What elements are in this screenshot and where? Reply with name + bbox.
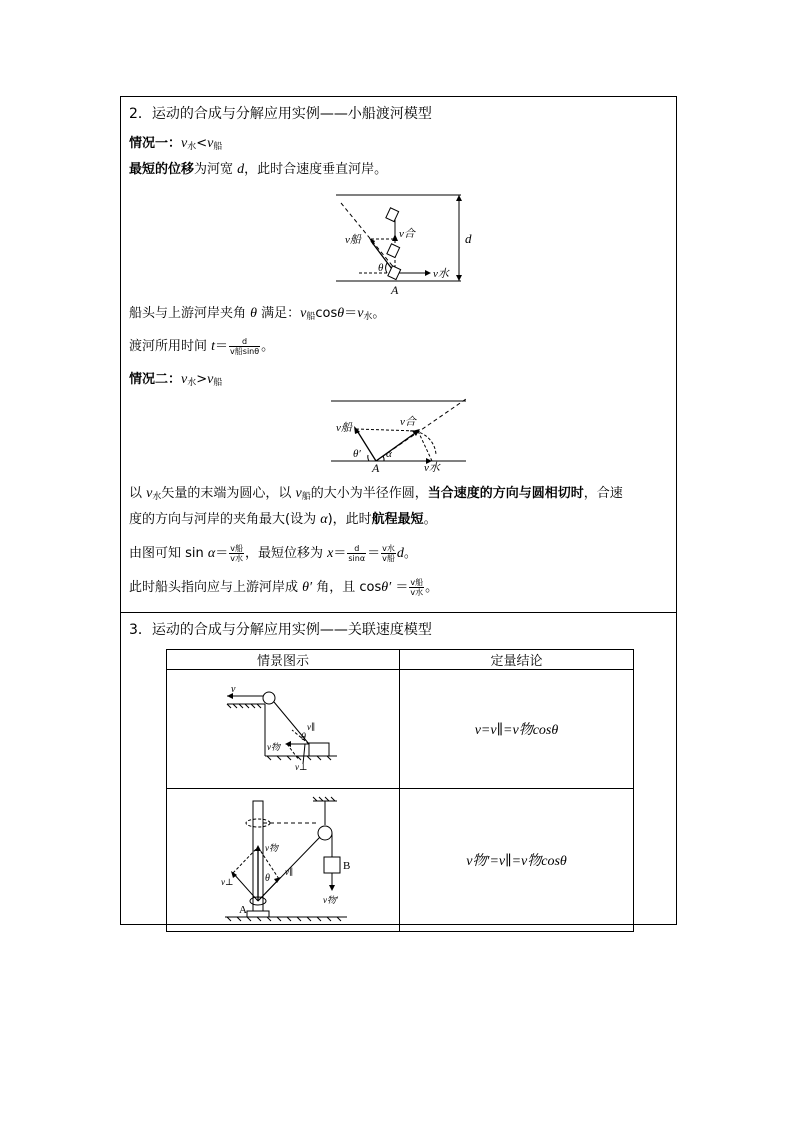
case2-line1: 以 $v_水$矢量的末端为圆心，以 $v_船$的大小为半径作圆，当合速度的方向与圆相切时，合速: [129, 486, 623, 502]
label-v-par-1: v∥: [307, 722, 316, 732]
label-v-obj-2: v物: [265, 843, 278, 853]
label-alpha: α: [386, 448, 392, 460]
section2-title: 2．运动的合成与分解应用实例——小船渡河模型: [129, 106, 432, 122]
boat-crossing-diagram-1: [331, 189, 481, 299]
case1-line2: 船头与上游河岸夹角 θ 满足：$v_船\cos\theta=v_水$。: [129, 306, 386, 322]
label-width-d: d: [465, 231, 472, 246]
case2-line3: 由图可知 sin α＝ $\frac{\text{v船}}{\text{v水}}$ ，最短位移为 x＝ $\frac{d}{\sin\alpha}$ ＝ $\frac{\text{v水}}{\text{v船}}$ d。: [129, 544, 417, 563]
header-scene: 情景图示: [167, 650, 400, 670]
label-v-perp-1: v⊥: [295, 762, 308, 772]
label-point-a: A: [391, 283, 399, 297]
label-point-a-2: A: [372, 461, 380, 475]
case2-line2: 度的方向与河岸的夹角最大(设为 α)，此时航程最短。: [129, 512, 437, 527]
section3-title: 3．运动的合成与分解应用实例——关联速度模型: [129, 622, 432, 638]
case1-line1: 最短的位移为河宽 d，此时合速度垂直河岸。: [129, 162, 388, 177]
label-v-perp-2: v⊥: [221, 877, 234, 887]
content-frame: [120, 96, 677, 925]
case1-line3: 渡河所用时间 t＝ $\frac{d}{\text{v船sinθ}}$ 。: [129, 337, 275, 356]
label-theta-1: θ: [301, 732, 306, 743]
linked-velocity-table: [166, 649, 634, 932]
label-v-water-2: v水: [424, 462, 440, 474]
label-v-boat-2: v船: [336, 422, 352, 434]
pulley-ground-diagram: [167, 670, 399, 784]
label-block-b: B: [343, 860, 351, 872]
label-v-par-2: v∥: [285, 867, 294, 877]
label-point-a-3: A: [239, 904, 247, 916]
label-v-obj-prime: v物′: [323, 895, 338, 905]
label-theta: θ: [378, 262, 384, 274]
scene-cell-1: [167, 670, 400, 789]
case1-condition: 情况一：$v_水<v_船$: [129, 136, 223, 152]
case2-line4: 此时船头指向应与上游河岸成 θ′ 角，且 cosθ′ ＝ $\frac{\text{v船}}{\text{v水}}$ 。: [129, 578, 439, 597]
label-theta-2: θ: [265, 873, 270, 884]
label-v-obj-1: v物: [267, 742, 280, 752]
conclusion-formula-2: v物′=v∥=v物cosθ: [400, 789, 634, 932]
label-v: v: [231, 684, 236, 695]
section-divider: [121, 612, 676, 613]
label-v-sum-2: v合: [400, 416, 416, 428]
label-v-boat: v船: [345, 234, 361, 246]
label-v-water: v水: [433, 268, 449, 280]
scene-cell-2: [167, 789, 400, 932]
boat-crossing-diagram-2: [326, 395, 476, 475]
label-theta-prime: θ′: [353, 448, 361, 460]
conclusion-formula-1: v=v∥=v物cosθ: [400, 670, 634, 789]
label-v-sum: v合: [399, 228, 415, 240]
case2-condition: 情况二：$v_水>v_船$: [129, 372, 223, 388]
pulley-rod-diagram: [167, 789, 399, 927]
header-conclusion: 定量结论: [400, 650, 634, 670]
